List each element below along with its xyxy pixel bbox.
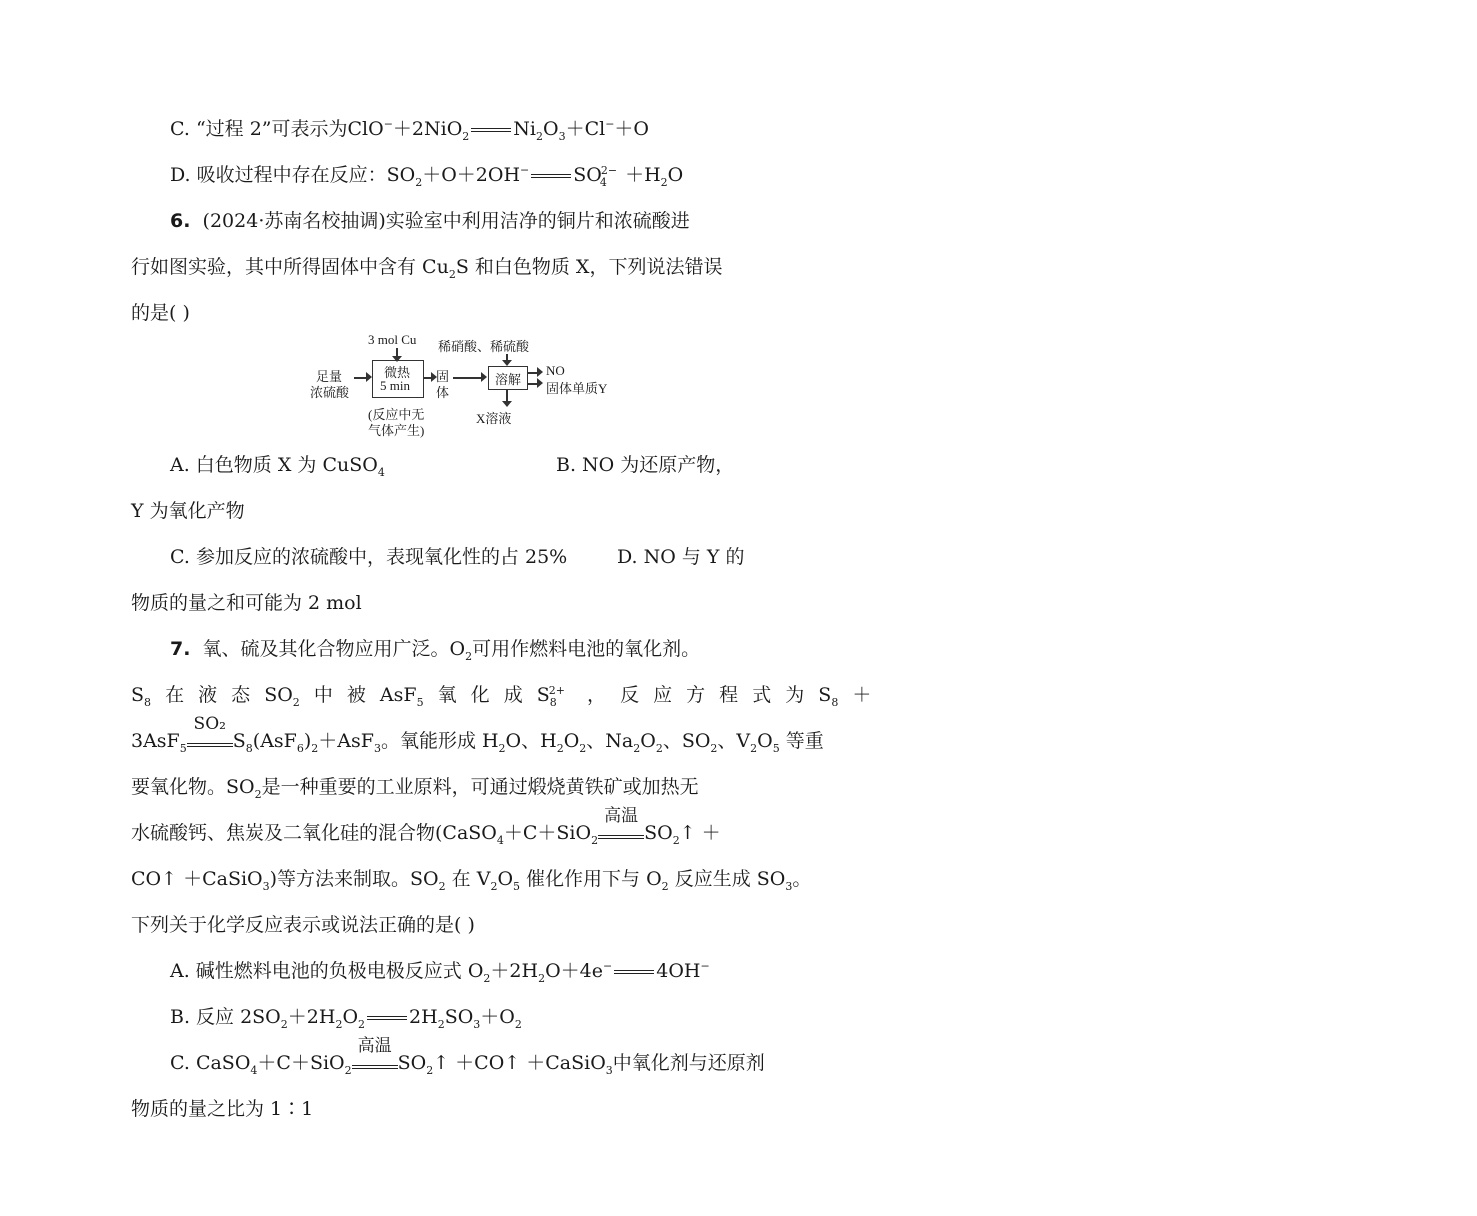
- arrow-line: [453, 377, 483, 379]
- solid-label-2: 体: [436, 385, 450, 400]
- question-7-line-5: 水硫酸钙、焦炭及二氧化硅的混合物(CaSO$_4$＋C＋SiO$_2$ 高温 $SO_2↑$ ＋: [131, 806, 721, 847]
- note-line-1: (反应中无: [368, 407, 425, 422]
- question-number: 7.: [170, 638, 191, 660]
- arrowhead-icon: [502, 401, 512, 407]
- reaction-arrow: 高温: [598, 823, 644, 839]
- q6-option-d: D. NO 与 Y 的: [617, 546, 745, 568]
- note-line-2: 气体产生): [368, 423, 425, 438]
- q6-option-c: C. 参加反应的浓硫酸中，表现氧化性的占 25%: [170, 546, 568, 568]
- question-7-line-4: 要氧化物。$SO_2$是一种重要的工业原料，可通过煅烧黄铁矿或加热无: [131, 776, 699, 801]
- question-7-line-1: 7. 氧、硫及其化合物应用广泛。$O_2$可用作燃料电池的氧化剂。: [170, 638, 701, 663]
- x-solution-label: X溶液: [476, 411, 512, 426]
- cu-label: 3 mol Cu: [368, 332, 417, 347]
- q7-option-a: A. 碱性燃料电池的负极电极反应式 $O_2+2H_2O+4e^-$ 4OH−: [170, 959, 710, 985]
- q6-option-b: B. NO 为还原产物，: [556, 454, 735, 476]
- dissolve-label: 溶解: [495, 372, 522, 387]
- question-7-line-7: 下列关于化学反应表示或说法正确的是( ): [131, 914, 475, 936]
- option-d-prev: D. 吸收过程中存在反应：$SO_2+O+2OH^-$ $SO_4^{2-} +H_2O$: [170, 163, 684, 189]
- question-number: 6.: [170, 210, 191, 232]
- question-7-line-3: 3AsF$_5$ SO₂ $S_8(AsF_6)_2+AsF_3$。氧能形成 $H_2O$、$H_2O_2$、$Na_2O_2$、$SO_2$、$V_2O_5$ 等重: [131, 714, 824, 755]
- acid-label-1: 足量: [316, 369, 343, 384]
- y-output-label: 固体单质Y: [546, 381, 608, 396]
- q7-option-c-cont: 物质的量之比为 1∶1: [131, 1098, 314, 1120]
- acid-label-2: 浓硫酸: [310, 385, 350, 400]
- question-7-line-6: CO↑ ＋CaSiO$_3$)等方法来制取。$SO_2$ 在 $V_2O_5$ 催化作用下与 $O_2$ 反应生成 $SO_3$。: [131, 868, 812, 893]
- arrowhead-icon: [481, 372, 487, 382]
- q7-option-c: C. CaSO$_4$＋C＋SiO$_2$ 高温 $SO_2↑$ ＋CO↑ ＋CaSiO$_3$中氧化剂与还原剂: [170, 1036, 765, 1077]
- question-6-line-1: 6. (2024·苏南名校抽调)实验室中利用洁净的铜片和浓硫酸进: [170, 210, 690, 232]
- option-c-prev: C. “过程 2”可表示为ClO−＋2NiO$_2$ $Ni_2O_3+Cl^-+O$: [170, 117, 649, 143]
- reaction-arrow: 高温: [352, 1053, 398, 1069]
- time-label: 5 min: [380, 378, 410, 393]
- q7-option-b: B. 反应 $2SO_2+2H_2O_2$ $2H_2SO_3+O_2$: [170, 1006, 522, 1031]
- reaction-arrow: SO₂: [187, 731, 233, 747]
- question-6-line-2: 行如图实验，其中所得固体中含有 $Cu_2S$ 和白色物质 X，下列说法错误: [131, 256, 723, 281]
- experiment-flow-diagram: [310, 332, 610, 442]
- arrowhead-icon: [537, 378, 543, 388]
- no-output-label: NO: [546, 363, 565, 378]
- heating-label: 微热: [384, 365, 411, 380]
- arrowhead-icon: [537, 367, 543, 377]
- question-6-line-3: 的是( ): [131, 302, 190, 324]
- q6-option-a: A. 白色物质 X 为 CuSO$_4$: [170, 454, 385, 479]
- solid-label-1: 固: [436, 369, 450, 384]
- q6-option-d-cont: 物质的量之和可能为 2 mol: [131, 592, 362, 614]
- reagents-label: 稀硝酸、稀硫酸: [438, 339, 530, 354]
- q6-option-b-cont: Y 为氧化产物: [131, 500, 245, 522]
- question-7-line-2: $S_8$ 在 液 态 $SO_2$ 中 被 AsF$_5$ 氧 化 成 $S_8^{2+}$ ， 反 应 方 程 式 为 $S_8$ ＋: [131, 683, 872, 709]
